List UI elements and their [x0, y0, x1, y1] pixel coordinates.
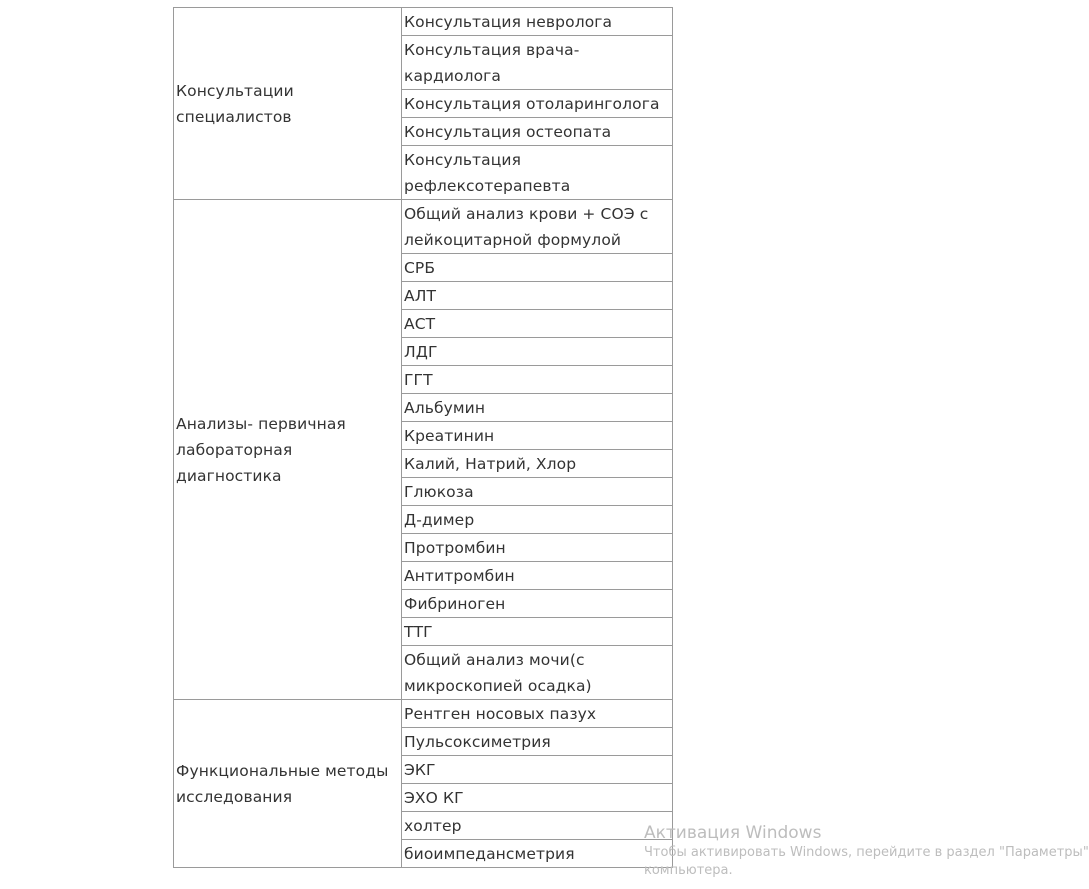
category-cell: Функциональные методы исследования: [174, 700, 402, 868]
service-cell: биоимпедансметрия: [402, 840, 673, 868]
service-cell: Консультация рефлексотерапевта: [402, 146, 673, 200]
category-cell: Анализы- первичная лабораторная диагностика: [174, 200, 402, 700]
services-table: [173, 7, 673, 868]
service-cell: Протромбин: [402, 534, 673, 562]
service-cell: ГГТ: [402, 366, 673, 394]
service-cell: Пульсоксиметрия: [402, 728, 673, 756]
service-cell: ЭХО КГ: [402, 784, 673, 812]
service-cell: ЭКГ: [402, 756, 673, 784]
service-cell: ТТГ: [402, 618, 673, 646]
category-cell: Консультации специалистов: [174, 8, 402, 200]
watermark-line-2: компьютера.: [644, 863, 733, 878]
service-cell: Креатинин: [402, 422, 673, 450]
service-cell: Консультация остеопата: [402, 118, 673, 146]
service-cell: АЛТ: [402, 282, 673, 310]
service-cell: Консультация отоларинголога: [402, 90, 673, 118]
service-cell: Калий, Натрий, Хлор: [402, 450, 673, 478]
service-cell: Фибриноген: [402, 590, 673, 618]
service-cell: Консультация врача-кардиолога: [402, 36, 673, 90]
service-cell: Рентген носовых пазух: [402, 700, 673, 728]
watermark-title: Активация Windows: [644, 823, 822, 843]
table-row: [174, 8, 673, 36]
services-table-body: [174, 8, 673, 868]
watermark-line-1: Чтобы активировать Windows, перейдите в раздел "Параметры": [644, 845, 1089, 860]
service-cell: холтер: [402, 812, 673, 840]
service-cell: Глюкоза: [402, 478, 673, 506]
service-cell: АСТ: [402, 310, 673, 338]
service-cell: Общий анализ крови + СОЭ с лейкоцитарной формулой: [402, 200, 673, 254]
table-row: [174, 200, 673, 254]
table-row: [174, 700, 673, 728]
service-cell: Общий анализ мочи(с микроскопией осадка): [402, 646, 673, 700]
windows-activation-watermark: [644, 822, 1089, 880]
service-cell: ЛДГ: [402, 338, 673, 366]
service-cell: Д-димер: [402, 506, 673, 534]
service-cell: Консультация невролога: [402, 8, 673, 36]
service-cell: СРБ: [402, 254, 673, 282]
service-cell: Антитромбин: [402, 562, 673, 590]
service-cell: Альбумин: [402, 394, 673, 422]
